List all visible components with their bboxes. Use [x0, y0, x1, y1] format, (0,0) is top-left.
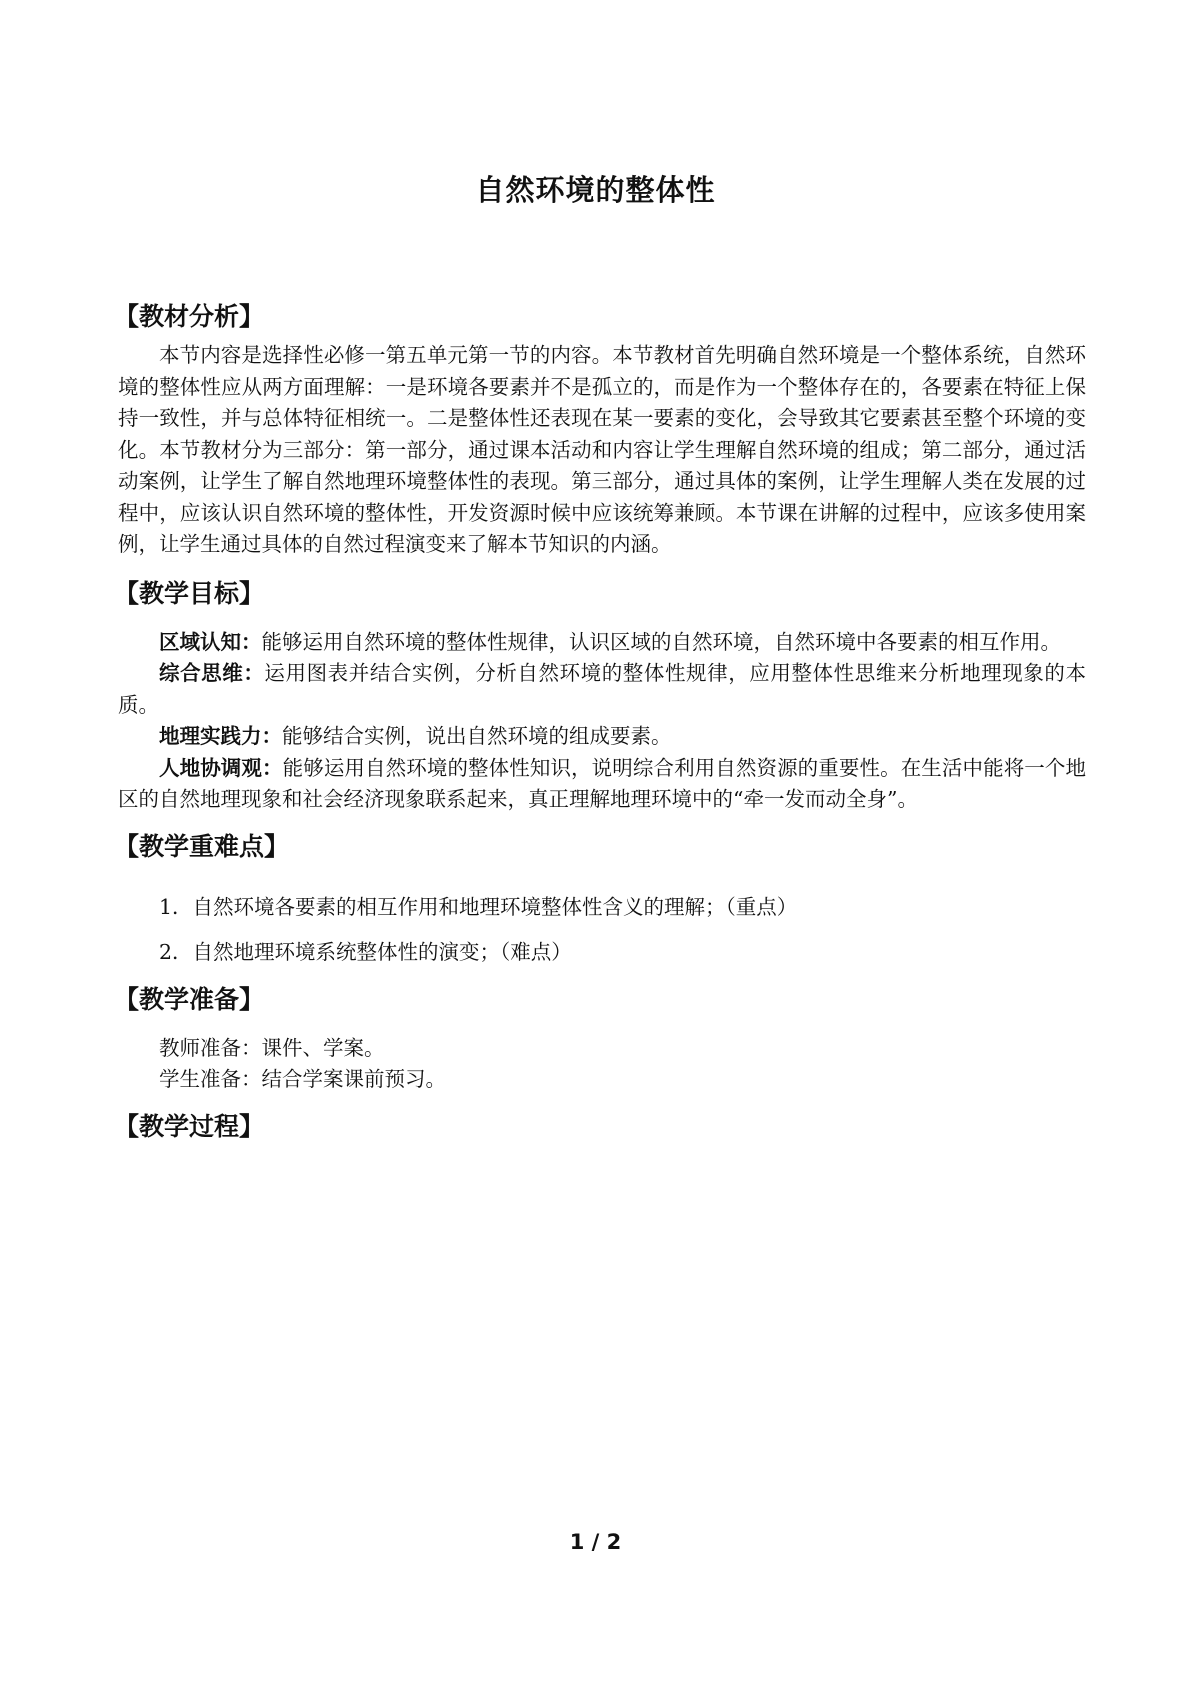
- goal-item-geographic-practice: [118, 721, 1086, 753]
- goal-label: 区域认知：: [159, 629, 262, 654]
- section-heading-goals: 【教学目标】: [114, 578, 265, 608]
- section-heading-key-points: 【教学重难点】: [114, 831, 290, 861]
- preparation-item-teacher: 教师准备：课件、学案。: [159, 1035, 385, 1060]
- goal-text: 能够结合实例，说出自然环境的组成要素。: [282, 724, 672, 748]
- document-title: 自然环境的整体性: [475, 173, 716, 207]
- goal-item-comprehensive-thinking: [118, 658, 1086, 721]
- goal-label: 地理实践力：: [159, 724, 282, 748]
- analysis-paragraph: 本节内容是选择性必修一第五单元第一节的内容。本节教材首先明确自然环境是一个整体系统，自然环境的整体性应从两方面理解：一是环境各要素并不是孤立的，而是作为一个整体存在的，各要素在特征上保持一致性，并与总体特征相统一。二是整体性还表现在某一要素的变化，会导致其它要素甚至整个环境的变化。本节教材分为三部分：第一部分，通过课本活动和内容让学生理解自然环境的组成；第二部分，通过活动案例，让学生了解自然地理环境整体性的表现。第三部分，通过具体的案例，让学生理解人类在发展的过程中，应该认识自然环境的整体性，开发资源时候中应该统筹兼顾。本节课在讲解的过程中，应该多使用案例，让学生通过具体的自然过程演变来了解本节知识的内涵。: [118, 343, 1086, 556]
- document-body: [114, 300, 1087, 1150]
- key-point-item: 2．自然地理环境系统整体性的演变；（难点）: [159, 940, 572, 964]
- key-point-item: 1．自然环境各要素的相互作用和地理环境整体性含义的理解；（重点）: [159, 894, 798, 919]
- goal-text: 运用图表并结合实例，分析自然环境的整体性规律，应用整体性思维来分析地理现象的本质。: [118, 661, 1087, 717]
- section-heading-process: 【教学过程】: [114, 1111, 265, 1141]
- preparation-item-student: 学生准备：结合学案课前预习。: [159, 1067, 446, 1091]
- goal-label: 综合思维：: [159, 661, 265, 685]
- goal-label: 人地协调观：: [159, 755, 283, 780]
- section-heading-preparation: 【教学准备】: [114, 984, 265, 1014]
- goal-text: 能够运用自然环境的整体性规律，认识区域的自然环境，自然环境中各要素的相互作用。: [261, 629, 1061, 654]
- goal-text: 能够运用自然环境的整体性知识，说明综合利用自然资源的重要性。在生活中能将一个地区的自然地理现象和社会经济现象联系起来，真正理解地理环境中的“牵一发而动全身”。: [118, 755, 1087, 811]
- section-heading-analysis: 【教材分析】: [114, 302, 265, 331]
- goal-item-regional-cognition: [118, 627, 1086, 659]
- goal-item-human-earth-harmony: [118, 753, 1086, 816]
- page-number: 1 / 2: [569, 1530, 622, 1554]
